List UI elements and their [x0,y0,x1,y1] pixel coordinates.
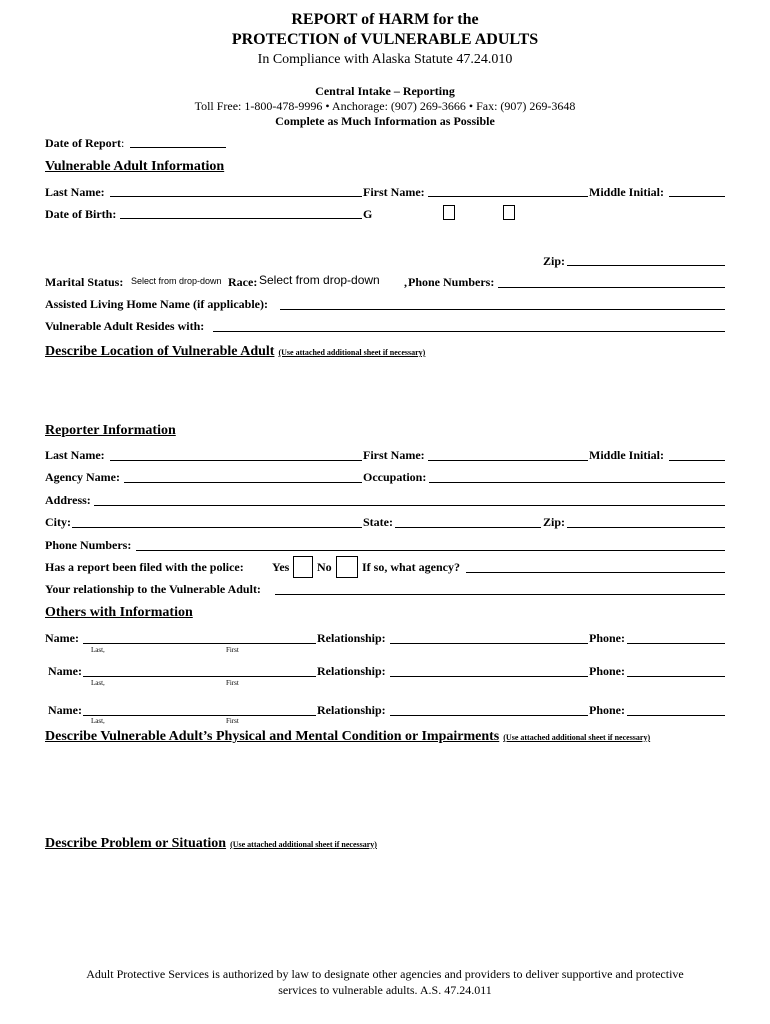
va-resides-with-field[interactable] [213,331,725,332]
va-zip-field[interactable] [567,265,725,266]
location-heading: Describe Location of Vulnerable Adult [45,344,275,359]
va-last-name-label: Last Name: [45,185,105,199]
rep-address-field[interactable] [94,505,725,506]
police-question-label: Has a report been filed with the police: [45,560,244,574]
other-relationship-field[interactable] [390,676,588,677]
rep-agency-field[interactable] [124,482,362,483]
location-text-area[interactable] [45,364,725,416]
other-phone-label: Phone: [589,664,625,678]
footer-line1: Adult Protective Services is authorized by law to designate other agencies and providers to deliver supportive and protective [86,967,684,981]
contact-numbers: Toll Free: 1-800-478-9996 • Anchorage: (907) 269-3666 • Fax: (907) 269-3648 [194,99,576,113]
va-last-name-field[interactable] [110,196,362,197]
other-name-field[interactable] [83,715,316,716]
rep-first-name-field[interactable] [428,460,588,461]
other-phone-label: Phone: [589,703,625,717]
race-dropdown[interactable]: Select from drop-down [259,273,380,287]
rep-zip-field[interactable] [567,527,725,528]
condition-heading-row [45,727,650,745]
other-last-hint: Last, [91,679,105,687]
va-phone-label: Phone Numbers: [408,275,495,289]
va-marital-label: Marital Status: [45,275,124,289]
gender-checkbox-2[interactable] [503,205,515,220]
footer-line2: services to vulnerable adults. A.S. 47.24.011 [278,983,492,997]
other-phone-field[interactable] [627,715,725,716]
va-zip-label: Zip: [543,254,566,268]
va-resides-with-label: Vulnerable Adult Resides with: [45,319,205,333]
other-last-hint: Last, [91,646,105,654]
vulnerable-adult-heading: Vulnerable Adult Information [45,159,225,174]
rep-agency-label: Agency Name: [45,470,120,484]
va-dob-label: Date of Birth: [45,207,117,221]
rep-phone-field[interactable] [136,550,725,551]
other-name-field[interactable] [83,676,316,677]
other-last-hint: Last, [91,717,105,725]
rep-phone-label: Phone Numbers: [45,538,132,552]
condition-text-area[interactable] [45,750,725,830]
rep-zip-label: Zip: [543,515,566,529]
va-middle-initial-field[interactable] [669,196,725,197]
va-phone-field[interactable] [498,287,725,288]
va-first-name-field[interactable] [428,196,588,197]
police-yes-label: Yes [272,560,290,574]
other-first-hint: First [226,646,239,654]
rep-middle-initial-label: Middle Initial: [589,448,665,462]
rep-occupation-field[interactable] [429,482,725,483]
other-name-label: Name: [48,703,82,717]
rep-last-name-field[interactable] [110,460,362,461]
other-phone-field[interactable] [627,643,725,644]
intake-heading: Central Intake – Reporting [315,84,455,98]
rep-state-field[interactable] [395,527,541,528]
gender-checkbox-1[interactable] [443,205,455,220]
rep-first-name-label: First Name: [363,448,425,462]
other-relationship-field[interactable] [390,643,588,644]
problem-heading-row [45,834,377,852]
other-name-label: Name: [48,664,82,678]
problem-note: (Use attached additional sheet if necessary) [230,840,377,849]
rep-address-label: Address: [45,493,91,507]
date-of-report-label: Date of Report: [45,136,125,150]
form-title-line1: REPORT of HARM for the [291,11,479,28]
problem-text-area[interactable] [45,858,725,958]
reporter-heading: Reporter Information [45,423,176,438]
other-phone-field[interactable] [627,676,725,677]
rep-occupation-label: Occupation: [363,470,427,484]
other-first-hint: First [226,679,239,687]
va-race-label: Race: [228,275,258,289]
police-agency-field[interactable] [466,572,725,573]
condition-note: (Use attached additional sheet if necessary) [503,733,651,742]
form-title-line2: PROTECTION of VULNERABLE ADULTS [231,31,539,48]
va-middle-initial-label: Middle Initial: [589,185,665,199]
rep-state-label: State: [363,515,393,529]
rep-relationship-label: Your relationship to the Vulnerable Adult: [45,582,261,596]
others-heading: Others with Information [45,605,193,620]
rep-last-name-label: Last Name: [45,448,105,462]
marital-status-dropdown[interactable]: Select from drop-down [131,276,222,286]
va-dob-field[interactable] [120,218,362,219]
other-first-hint: First [226,717,239,725]
other-relationship-label: Relationship: [317,703,386,717]
police-agency-label: If so, what agency? [362,560,460,574]
rep-city-label: City: [45,515,71,529]
condition-heading: Describe Vulnerable Adult’s Physical and Mental Condition or Impairments [45,729,500,744]
police-yes-checkbox[interactable] [293,556,313,578]
other-name-field[interactable] [83,643,316,644]
location-note: (Use attached additional sheet if necessary) [278,348,426,357]
instruction-text: Complete as Much Information as Possible [275,114,495,128]
date-of-report-field[interactable] [130,147,226,148]
police-no-checkbox[interactable] [336,556,358,578]
race-comma: , [404,275,407,289]
problem-heading: Describe Problem or Situation [45,836,227,851]
rep-middle-initial-field[interactable] [669,460,725,461]
police-no-label: No [317,560,332,574]
other-relationship-label: Relationship: [317,631,386,645]
compliance-text: In Compliance with Alaska Statute 47.24.010 [257,52,513,67]
va-gender-label: G [363,207,373,221]
other-relationship-label: Relationship: [317,664,386,678]
va-assisted-living-field[interactable] [280,309,725,310]
va-assisted-living-label: Assisted Living Home Name (if applicable): [45,297,268,311]
va-first-name-label: First Name: [363,185,425,199]
other-phone-label: Phone: [589,631,625,645]
rep-relationship-field[interactable] [275,594,725,595]
rep-city-field[interactable] [72,527,362,528]
location-heading-row [45,342,425,360]
other-name-label: Name: [45,631,79,645]
other-relationship-field[interactable] [390,715,588,716]
